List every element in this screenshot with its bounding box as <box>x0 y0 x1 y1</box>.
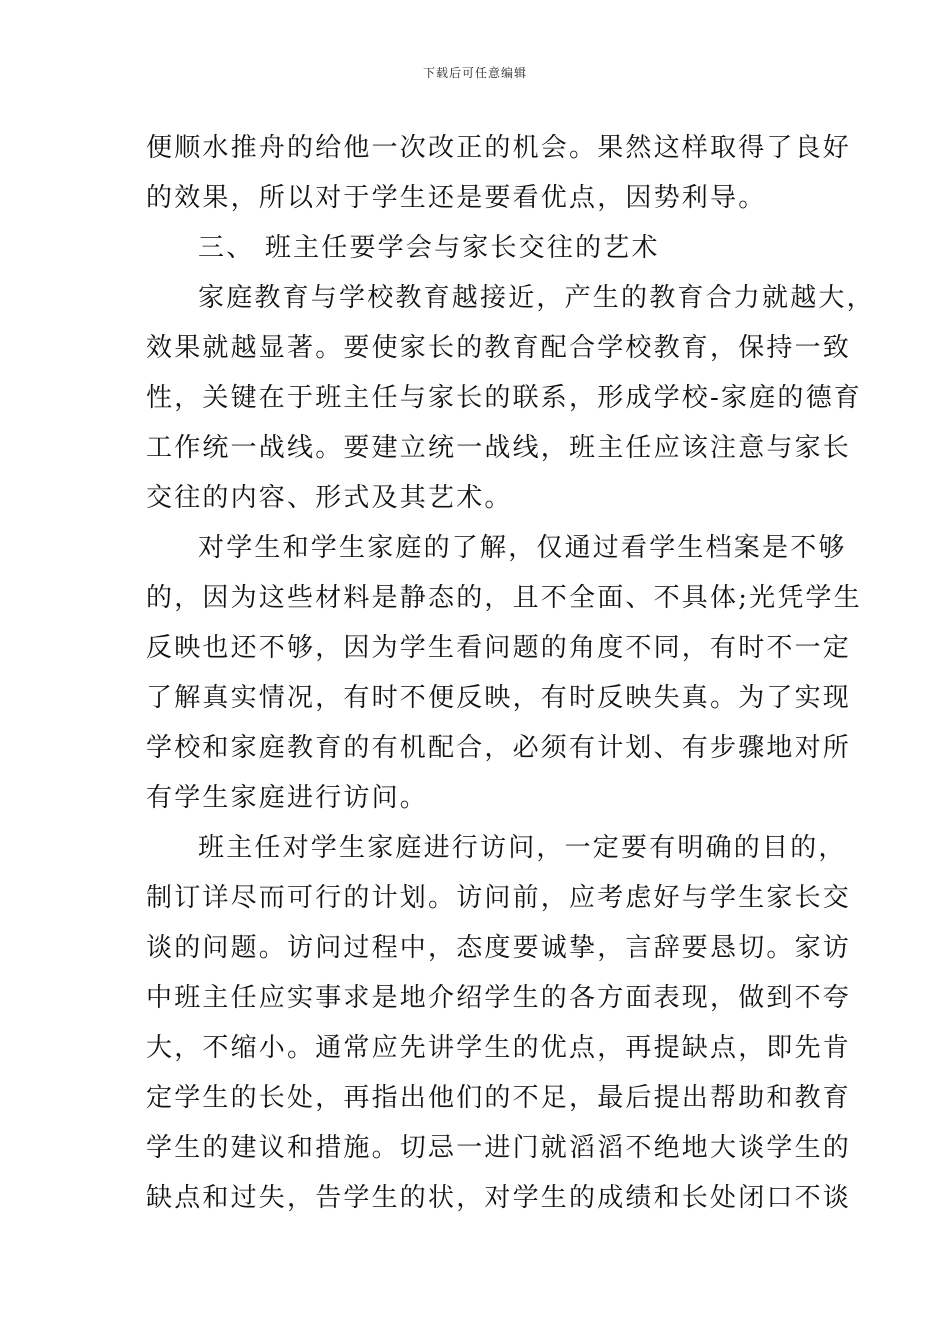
body-line: 有学生家庭进行访问。 <box>146 783 429 813</box>
section-heading: 三、 班主任要学会与家长交往的艺术 <box>198 233 660 263</box>
body-line: 了解真实情况，有时不便反映，有时反映失真。为了实现 <box>146 683 852 713</box>
body-line: 反映也还不够，因为学生看问题的角度不同，有时不一定 <box>146 633 852 663</box>
body-line: 谈的问题。访问过程中，态度要诚挚，言辞要恳切。家访 <box>146 933 852 963</box>
body-line: 交往的内容、形式及其艺术。 <box>146 483 513 513</box>
paragraph-first-line: 家庭教育与学校教育越接近，产生的教育合力就越大， <box>198 283 875 313</box>
body-line: 效果就越显著。要使家长的教育配合学校教育，保持一致 <box>146 333 852 363</box>
body-line: 制订详尽而可行的计划。访问前，应考虑好与学生家长交 <box>146 883 852 913</box>
body-line: 大，不缩小。通常应先讲学生的优点，再提缺点，即先肯 <box>146 1033 852 1063</box>
paragraph-first-line: 对学生和学生家庭的了解，仅通过看学生档案是不够 <box>198 533 847 563</box>
body-line: 定学生的长处，再指出他们的不足，最后提出帮助和教育 <box>146 1083 852 1113</box>
body-line: 性，关键在于班主任与家长的联系，形成学校-家庭的德育 <box>146 383 862 413</box>
body-line: 便顺水推舟的给他一次改正的机会。果然这样取得了良好 <box>146 133 852 163</box>
body-line: 的，因为这些材料是静态的，且不全面、不具体;光凭学生 <box>146 583 862 613</box>
body-line: 工作统一战线。要建立统一战线，班主任应该注意与家长 <box>146 433 852 463</box>
body-line: 中班主任应实事求是地介绍学生的各方面表现，做到不夸 <box>146 983 852 1013</box>
body-line: 学生的建议和措施。切忌一进门就滔滔不绝地大谈学生的 <box>146 1133 852 1163</box>
body-line: 学校和家庭教育的有机配合，必须有计划、有步骤地对所 <box>146 733 852 763</box>
page-header: 下载后可任意编辑 <box>422 66 527 80</box>
paragraph-first-line: 班主任对学生家庭进行访问，一定要有明确的目的， <box>198 833 847 863</box>
body-line: 缺点和过失，告学生的状，对学生的成绩和长处闭口不谈 <box>146 1183 852 1213</box>
body-line: 的效果，所以对于学生还是要看优点，因势利导。 <box>146 183 767 213</box>
